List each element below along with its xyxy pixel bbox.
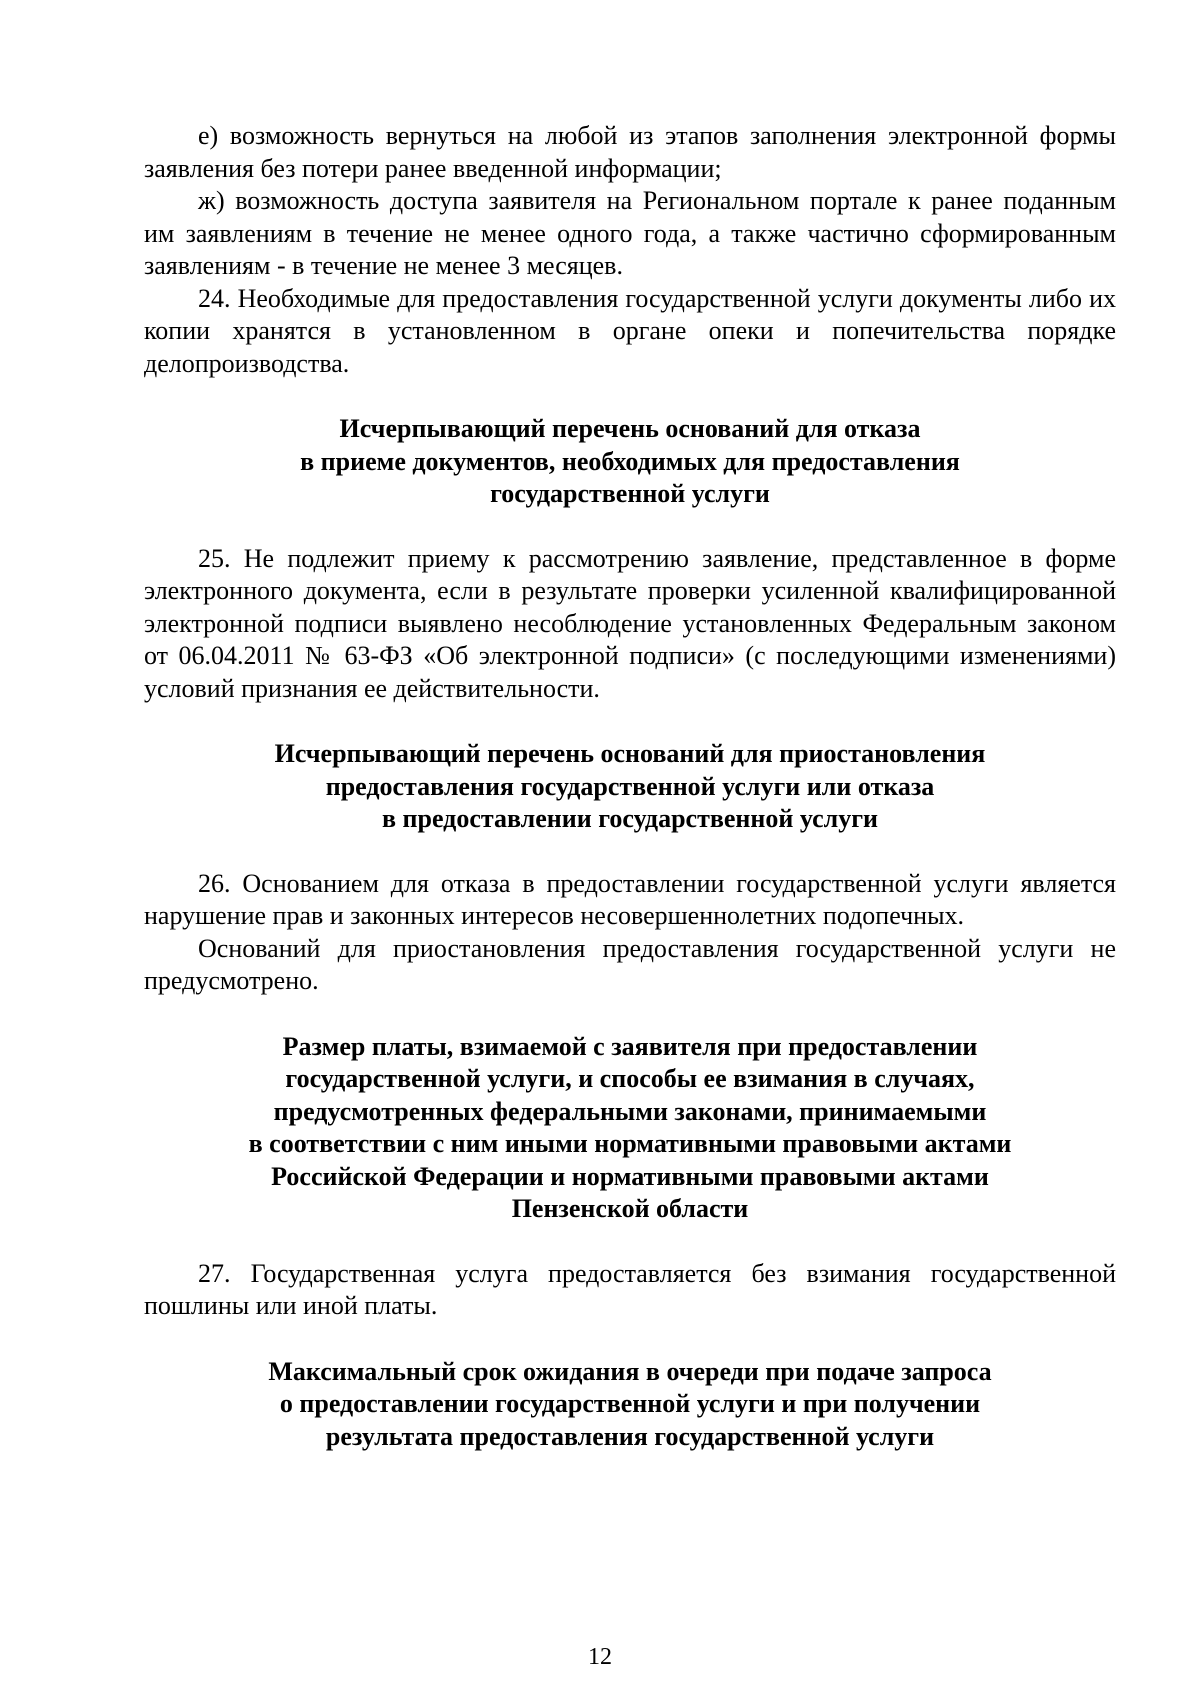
paragraph-item-e: е) возможность вернуться на любой из этапов заполнения электронной формы заявления без потери ранее введенной информации; <box>144 121 1116 183</box>
heading-line: Исчерпывающий перечень оснований для отказа <box>339 414 921 443</box>
heading-line: Пензенской области <box>511 1194 749 1223</box>
paragraph-25: 25. Не подлежит приему к рассмотрению заявление, представленное в форме электронного документа, если в результате проверки усиленной квалифицированной электронной подписи выявлено несоблюдение установленных Федеральным законом от 06.04.2011 № 63-ФЗ «Об электронной подписи» (с последующими изменениями) условий признания ее действительности. <box>144 543 1116 703</box>
heading-line: в предоставлении государственной услуги <box>381 804 878 833</box>
heading-line: предоставления государственной услуги или отказа <box>325 771 935 801</box>
heading-line: предусмотренных федеральными законами, принимаемыми <box>273 1096 987 1126</box>
page-number: 12 <box>588 1644 612 1670</box>
paragraph-27: 27. Государственная услуга предоставляется без взимания государственной пошлины или иной платы. <box>144 1258 1116 1320</box>
heading-line: результата предоставления государственной услуги <box>325 1421 935 1451</box>
paragraph-item-zh: ж) возможность доступа заявителя на Региональном портале к ранее поданным им заявлениям в течение не менее одного года, а также частично сформированным заявлениям - в течение не менее 3 месяцев. <box>144 186 1116 280</box>
heading-line: Максимальный срок ожидания в очереди при подаче запроса <box>268 1356 992 1386</box>
heading-line: Российской Федерации и нормативными правовыми актами <box>271 1161 989 1191</box>
heading-line: государственной услуги <box>490 479 770 508</box>
heading-line: государственной услуги, и способы ее взимания в случаях, <box>285 1064 975 1093</box>
section-heading-suspension-refusal <box>144 738 1116 836</box>
section-heading-queue-time <box>144 1356 1116 1454</box>
section-heading-refusal-acceptance <box>144 413 1116 511</box>
heading-line: Размер платы, взимаемой с заявителя при предоставлении <box>282 1031 978 1061</box>
paragraph-no-suspension: Оснований для приостановления предоставления государственной услуги не предусмотрено. <box>144 933 1116 995</box>
paragraph-24: 24. Необходимые для предоставления государственной услуги документы либо их копии хранятся в установленном в органе опеки и попечительства порядке делопроизводства. <box>144 283 1116 378</box>
heading-line: в приеме документов, необходимых для предоставления <box>300 446 960 476</box>
paragraph-26: 26. Основанием для отказа в предоставлении государственной услуги является нарушение прав и законных интересов несовершеннолетних подопечных. <box>144 868 1116 930</box>
heading-line: в соответствии с ним иными нормативными правовыми актами <box>248 1129 1012 1158</box>
section-heading-fee <box>144 1031 1116 1226</box>
document-page <box>144 120 1116 1453</box>
heading-line: о предоставлении государственной услуги и при получении <box>279 1389 981 1418</box>
heading-line: Исчерпывающий перечень оснований для приостановления <box>274 739 986 768</box>
